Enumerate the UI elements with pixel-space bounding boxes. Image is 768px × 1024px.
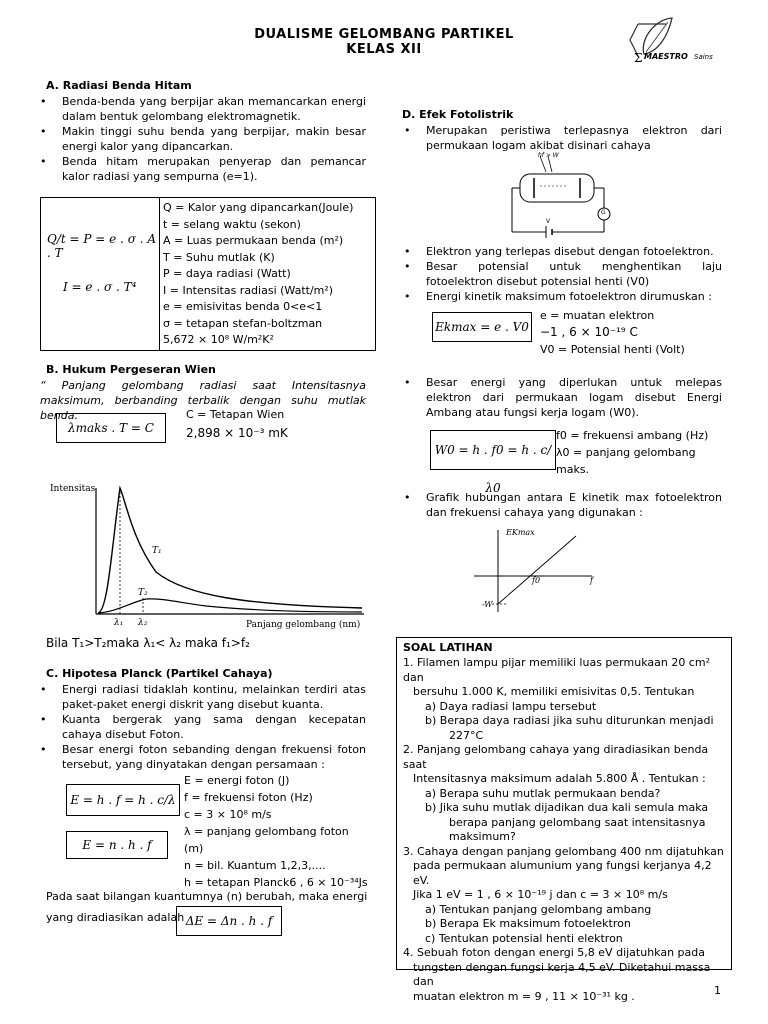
definition: f = frekuensi foton (Hz) — [184, 791, 313, 804]
section-c-heading: C. Hipotesa Planck (Partikel Cahaya) — [46, 667, 273, 680]
definitions-d2 — [556, 427, 722, 478]
formula-radiation-power: Q/t = P = e . σ . A . T — [47, 232, 156, 260]
formula-work-function: W0 = h . f0 = h . c/λ0 — [430, 430, 556, 470]
question-line: 1. Filamen lampu pijar memiliki luas permukaan 20 cm² dan — [403, 656, 710, 684]
formula-kinetic-energy: Ekmax = e . V0 — [432, 312, 532, 342]
definition: h = tetapan Planck6 , 6 × 10⁻³⁴Js — [184, 876, 368, 889]
question-line: 2. Panjang gelombang cahaya yang diradiasikan benda saat — [403, 743, 709, 771]
lambda2-label: λ₂ — [138, 618, 148, 628]
practice-questions-box — [396, 637, 732, 1003]
section-d-bullets2 — [400, 244, 722, 304]
graph-x-label: Panjang gelombang (nm) — [246, 620, 361, 630]
definition: V0 = Potensial henti (Volt) — [540, 343, 685, 356]
definition: A = Luas permukaan benda (m²) — [163, 234, 344, 247]
ek-graph-f0-label: f0 — [532, 576, 541, 585]
definition: E = energi foton (J) — [184, 774, 290, 787]
blackbody-curves — [46, 484, 370, 634]
list-item: • Benda hitam merupakan penyerap dan pemancar kalor radiasi yang sempurna (e=1). — [36, 154, 366, 184]
definitions-c — [184, 772, 370, 891]
circuit-diagram — [506, 152, 622, 242]
question-line: 4. Sebuah foton dengan energi 5,8 eV dijatuhkan pada — [403, 946, 706, 959]
definition: f0 = frekuensi ambang (Hz) — [556, 429, 709, 442]
question-line: a) Berapa suhu mutlak permukaan benda? — [425, 786, 661, 800]
definition: t = selang waktu (sekon) — [163, 217, 301, 231]
list-item: • Energi radiasi tidaklah kontinu, melainkan terdiri atas paket-paket energi diskrit yang disebut kuanta. — [36, 682, 366, 712]
definition: T = Suhu mutlak (K) — [163, 250, 275, 264]
list-item: • Makin tinggi suhu benda yang berpijar, makin besar energi kalor yang dipancarkan. — [36, 124, 366, 154]
section-b-heading: B. Hukum Pergeseran Wien — [46, 363, 216, 376]
section-a-heading: A. Radiasi Benda Hitam — [46, 79, 192, 92]
definition: −1 , 6 × 10⁻¹⁹ C — [540, 325, 638, 339]
question-line: Jika 1 eV = 1 , 6 × 10⁻¹⁹ j dan c = 3 × 10⁸ m/s — [413, 888, 668, 901]
logo-subtext: Sains — [694, 53, 713, 61]
ek-frequency-graph — [474, 524, 610, 614]
list-item: • Benda-benda yang berpijar akan memancarkan energi dalam bentuk gelombang elektromagnetik. — [36, 94, 366, 124]
question-line: b) Berapa daya radiasi jika suhu diturunkan menjadi — [425, 714, 714, 727]
list-item: • Besar potensial untuk menghentikan laju fotoelektron disebut potensial henti (V0) — [400, 259, 722, 289]
section-d-bullet1 — [400, 123, 722, 153]
definition: e = emisivitas benda 0<e<1 — [163, 300, 323, 313]
page-number: 1 — [714, 984, 721, 997]
section-d-heading: D. Efek Fotolistrik — [402, 108, 514, 121]
question-line: c) Tentukan potensial henti elektron — [425, 931, 623, 945]
wien-law-quote: “ Panjang gelombang radiasi saat Intensitasnya maksimum, berbanding terbalik dengan suhu mutlak benda. — [40, 379, 366, 422]
list-item: • Besar energi yang diperlukan untuk melepas elektron dari permukaan logam disebut Energi Ambang atau fungsi kerja logam (W0). — [400, 375, 722, 420]
section-d-bullet3 — [400, 375, 722, 420]
circuit-label-hf: hf > W — [538, 152, 559, 159]
formula-quantum-energy: E = n . h . f — [66, 831, 168, 859]
curve-label-t1: T₁ — [152, 546, 162, 556]
definition: I = Intensitas radiasi (Watt/m²) — [163, 283, 334, 297]
list-item: • Elektron yang terlepas disebut dengan fotoelektron. — [400, 244, 722, 259]
question-line: berapa panjang gelombang saat intensitasnya — [449, 815, 706, 829]
definition: λ0 = panjang gelombang maks. — [556, 446, 696, 476]
circuit-label-g: G — [601, 209, 606, 216]
practice-questions — [403, 656, 725, 1004]
wien-constant-label: C = Tetapan Wien — [186, 408, 285, 421]
page-title: DUALISME GELOMBANG PARTIKEL — [254, 27, 514, 42]
list-item: • Merupakan peristiwa terlepasnya elektron dari permukaan logam akibat disinari cahaya — [400, 123, 722, 153]
wien-constant-value: 2,898 × 10⁻³ mK — [186, 426, 288, 440]
question-line: b) Berapa Ek maksimum fotoelektron — [425, 917, 631, 930]
ek-graph-y-label: EKmax — [506, 528, 535, 537]
section-c-bullets — [36, 682, 366, 772]
definition: n = bil. Kuantum 1,2,3,.... — [184, 859, 326, 872]
formula-intensity: I = e . σ . T⁴ — [63, 280, 137, 294]
question-line: maksimum? — [449, 830, 516, 843]
definition: Q = Kalor yang dipancarkan(Joule) — [163, 201, 354, 214]
logo-icon — [626, 14, 736, 70]
definition: c = 3 × 10⁸ m/s — [184, 808, 272, 821]
ek-graph-w-label: -W — [482, 600, 493, 609]
maestro-logo — [626, 14, 736, 70]
definition: P = daya radiasi (Watt) — [163, 267, 291, 280]
circuit-label-v: V — [546, 218, 551, 225]
section-a-bullets — [36, 94, 366, 184]
question-line: 227°C — [449, 728, 484, 742]
definition: λ = panjang gelombang foton (m) — [184, 825, 349, 855]
question-line: pada permukaan alumunium yang fungsi kerjanya 4,2 eV. — [413, 859, 712, 887]
ek-graph-f-label: f — [590, 576, 593, 585]
question-line: b) Jika suhu mutlak dijadikan dua kali semula maka — [425, 801, 709, 814]
ek-graph-lines — [474, 524, 610, 614]
logo-text: MAESTRO — [644, 52, 688, 61]
wien-conclusion: Bila T₁>T₂maka λ₁< λ₂ maka f₁>f₂ — [46, 636, 250, 650]
closing-text-line2: yang diradiasikan adalah — [46, 911, 185, 924]
closing-text-line1: Pada saat bilangan kuantumnya (n) berubah, maka energi — [46, 890, 368, 903]
question-line: bersuhu 1.000 K, memiliki emisivitas 0,5. Tentukan — [413, 685, 695, 698]
question-line: 3. Cahaya dengan panjang gelombang 400 nm dijatuhkan — [403, 844, 724, 858]
curve-label-t2: T₂ — [138, 588, 148, 598]
section-d-bullet4 — [400, 490, 722, 520]
list-item: • Besar energi foton sebanding dengan frekuensi foton tersebut, yang dinyatakan dengan persamaan : — [36, 742, 366, 772]
question-line: a) Daya radiasi lampu tersebut — [425, 699, 597, 713]
question-line: muatan elektron m = 9 , 11 × 10⁻³¹ kg . — [413, 989, 635, 1003]
formula-photon-energy: E = h . f = h . c/λ — [66, 784, 180, 816]
list-item: • Grafik hubungan antara E kinetik max fotoelektron dan frekuensi cahaya yang digunakan : — [400, 490, 722, 520]
definition: 5,672 × 10⁸ W/m²K² — [163, 333, 274, 346]
definitions-d1 — [540, 307, 720, 358]
graph-y-label: Intensitas — [50, 484, 96, 494]
definitions-a — [163, 200, 373, 349]
practice-heading: SOAL LATIHAN — [403, 641, 493, 654]
divider — [159, 198, 160, 350]
definition: e = muatan elektron — [540, 309, 655, 322]
formula-wien: λmaks . T = C — [56, 413, 166, 443]
lambda1-label: λ₁ — [114, 618, 124, 628]
question-line: Intensitasnya maksimum adalah 5.800 Å . Tentukan : — [413, 772, 706, 785]
definition: σ = tetapan stefan-boltzman — [163, 316, 323, 330]
page-subtitle: KELAS XII — [346, 42, 422, 57]
formula-box-a — [40, 197, 376, 351]
question-line: tungsten dengan fungsi kerja 4,5 eV. Diketahui massa dan — [413, 960, 711, 988]
photoelectric-circuit — [506, 152, 622, 242]
svg-text:Σ: Σ — [634, 51, 643, 65]
formula-delta-energy: ΔE = Δn . h . f — [176, 906, 282, 936]
question-line: a) Tentukan panjang gelombang ambang — [425, 902, 652, 916]
list-item: • Kuanta bergerak yang sama dengan kecepatan cahaya disebut Foton. — [36, 712, 366, 742]
list-item: • Energi kinetik maksimum fotoelektron dirumuskan : — [400, 289, 722, 304]
blackbody-graph — [46, 484, 370, 634]
